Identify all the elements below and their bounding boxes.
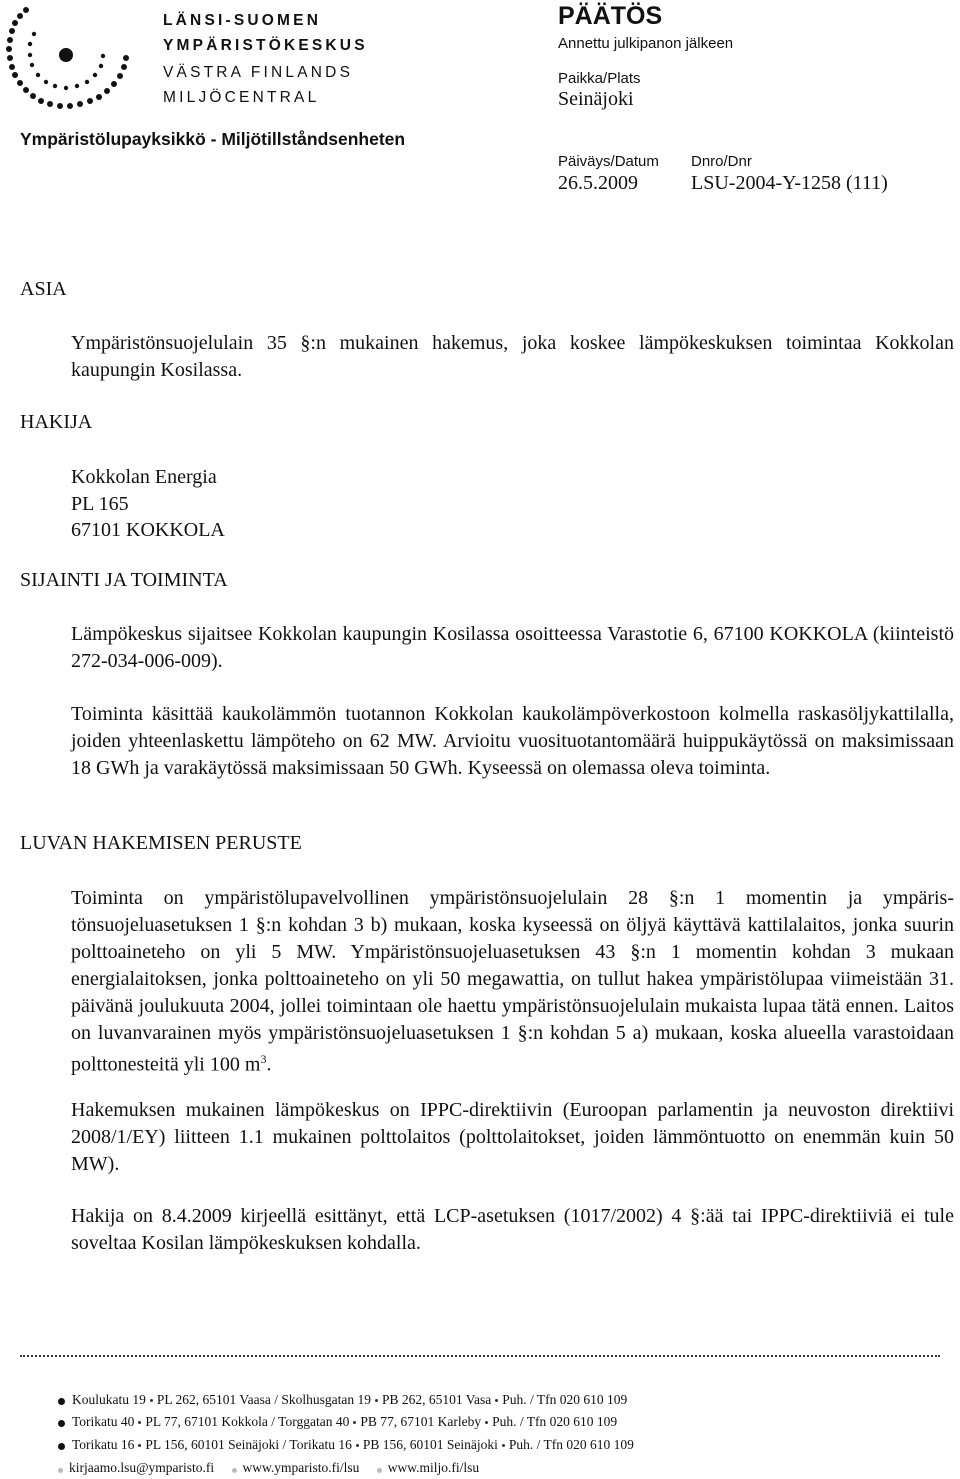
footer-contacts: [58, 1460, 479, 1476]
bullet-icon: [58, 1398, 65, 1405]
sijainti-text-2: Toiminta käsittää kaukolämmön tuotannon Kokkolan kaukolämpöverkostoon kolmella raskasöljykattilalla, joiden yhteenlaskettu lämpöteho on 62 MW. Arvioitu vuosituotantomäärä huippukäytössä on maksimissaan 18 GWh ja varakäytössä maksimissaan 50 GWh. Kyseessä on olemassa oleva toiminta.: [71, 703, 954, 779]
footer-divider: [20, 1355, 940, 1357]
date-value: 26.5.2009: [558, 172, 638, 194]
bullet-icon: [377, 1468, 382, 1473]
org-name-fi-line1: LÄNSI-SUOMEN: [163, 12, 322, 29]
bullet-icon: [58, 1420, 65, 1427]
peruste-heading: LUVAN HAKEMISEN PERUSTE: [20, 832, 302, 854]
footer-kokkola: Torikatu 40 PL 77, 67101 Kokkola / Torggatan 40 PB 77, 67101 Karleby Puh. / Tfn 020 610 109: [58, 1414, 617, 1430]
dnr-value: LSU-2004-Y-1258 (111): [691, 172, 888, 194]
org-name-sv-line2: MILJÖCENTRAL: [163, 89, 320, 106]
email-link[interactable]: kirjaamo.lsu@ymparisto.fi: [69, 1460, 215, 1475]
hakija-heading: HAKIJA: [20, 411, 93, 433]
logo-dots-icon: [4, 4, 154, 120]
hakija-city: 67101 KOKKOLA: [71, 519, 225, 541]
peruste-text-1-body: Toiminta on ympäristölupavelvollinen ympäristönsuojelulain 28 §:n 1 momentin ja ympäristönsuojeluasetuksen 1 §:n kohdan 3 b) mukaan, koska kyseessä on öljyä käyttävä kattilalaitos, jonka suurin polttoaineteho on yli 5 MW. Ympäristönsuojeluasetuksen 43 §:n 1 momentin kohdan 3 mukaan energialaitoksen, jonka polttoaineteho on yli 50 megawattia, on tullut hakea ympäristölupaa viimeistään 31. päivänä joulukuuta 2004, jollei toimintaan ole haettu ympäristönsuojelulain mukaista lupaa tätä ennen. Laitos on luvanvarainen myös ympäristönsuojeluasetuksen 1 §:n kohdan 5 a) mukaan, koska alueella varastoidaan polttonesteitä yli 100 m: [71, 887, 954, 1077]
date-label: Päiväys/Datum: [558, 153, 659, 170]
peruste-text-1-end: .: [266, 1054, 272, 1077]
bullet-icon: [58, 1468, 63, 1473]
dnr-label: Dnro/Dnr: [691, 153, 752, 170]
document-type-title: PÄÄTÖS: [558, 2, 663, 30]
org-name-fi-line2: YMPÄRISTÖKESKUS: [163, 37, 368, 54]
place-label: Paikka/Plats: [558, 70, 641, 87]
bullet-icon: [58, 1443, 65, 1450]
bullet-icon: [232, 1468, 237, 1473]
footer-seinajoki: Torikatu 16 PL 156, 60101 Seinäjoki / Torikatu 16 PB 156, 60101 Seinäjoki Puh. / Tfn 020 610 109: [58, 1437, 634, 1453]
asia-text: Ympäristönsuojelulain 35 §:n mukainen hakemus, joka koskee lämpökeskuksen toimintaa Kokkolan kaupungin Kosilassa.: [71, 332, 954, 381]
hakija-pobox: PL 165: [71, 492, 129, 515]
footer-vaasa: Koulukatu 19 PL 262, 65101 Vaasa / Skolhusgatan 19 PB 262, 65101 Vasa Puh. / Tfn 020 610 109: [58, 1392, 627, 1408]
hakija-name: Kokkolan Energia: [71, 466, 217, 488]
sijainti-text-1: Lämpökeskus sijaitsee Kokkolan kaupungin Kosilassa osoitteessa Varastotie 6, 67100 KOKKOLA (kiinteistö 272-034-006-009).: [71, 623, 954, 672]
cubic-superscript: 3: [260, 1052, 267, 1067]
sijainti-heading: SIJAINTI JA TOIMINTA: [20, 569, 228, 591]
peruste-text-3: Hakija on 8.4.2009 kirjeellä esittänyt, että LCP-asetuksen (1017/2002) 4 §:ää tai IPPC-direktiiviä ei tule soveltaa Kosilan lämpökeskuksen kohdalla.: [71, 1205, 954, 1254]
hakija-address: [71, 464, 225, 544]
peruste-text-2: Hakemuksen mukainen lämpökeskus on IPPC-direktiivin (Euroopan parlamentin ja neuvoston direktiivi 2008/1/EY) liitteen 1.1 mukainen polttolaitos (polttolaitokset, joiden lämmöntuotto on enemmän kuin 50 MW).: [71, 1099, 954, 1175]
org-name-sv-line1: VÄSTRA FINLANDS: [163, 64, 354, 81]
document-subtitle: Annettu julkipanon jälkeen: [558, 35, 734, 52]
web-link-fi[interactable]: www.ymparisto.fi/lsu: [242, 1460, 360, 1475]
asia-heading: ASIA: [20, 278, 67, 300]
peruste-text-1: [71, 885, 954, 1079]
place-value: Seinäjoki: [558, 88, 634, 110]
web-link-sv[interactable]: www.miljo.fi/lsu: [387, 1460, 480, 1475]
unit-name: Ympäristölupayksikkö - Miljötillståndsenheten: [20, 129, 406, 149]
